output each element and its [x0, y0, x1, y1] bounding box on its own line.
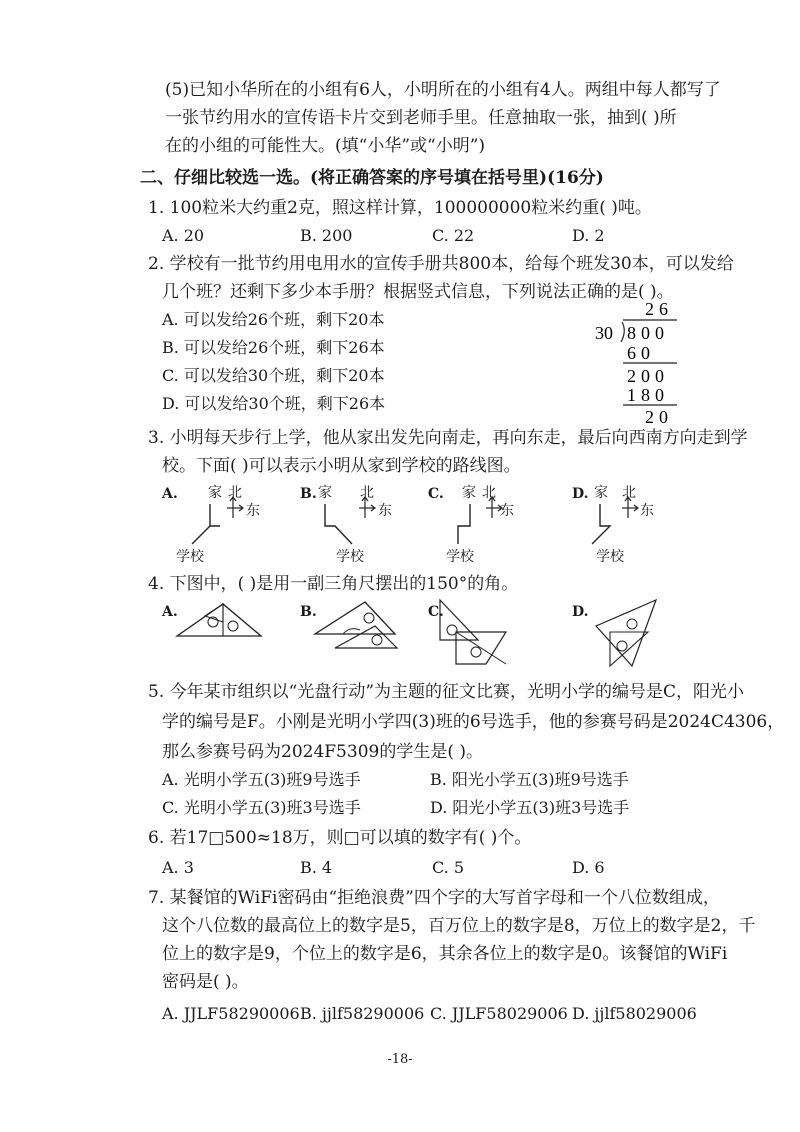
map-b-school: 学校 — [336, 549, 364, 565]
division-divisor: 30 — [595, 323, 613, 343]
q1-stem: 1. 100粒米大约重2克，照这样计算，100000000粒米约重( )吨。 — [148, 198, 652, 218]
map-b-letter: B. — [300, 486, 317, 502]
map-c-east: 东 — [500, 503, 514, 519]
triangle-set-b-figure — [305, 596, 405, 652]
map-d-letter: D. — [572, 486, 589, 502]
map-d-east: 东 — [640, 503, 654, 519]
q5-option-d[interactable]: D. 阳光小学五(3)班3号选手 — [430, 798, 630, 817]
map-b-route — [300, 492, 400, 562]
q7-stem-line2: 这个八位数的最高位上的数字是5，百万位上的数字是8，万位上的数字是2，千 — [162, 916, 756, 936]
q2-option-c[interactable]: C. 可以发给30个班，剩下20本 — [162, 366, 385, 385]
map-a-east: 东 — [246, 503, 260, 519]
q2-stem-line2: 几个班？还剩下多少本手册？根据竖式信息，下列说法正确的是( )。 — [162, 282, 674, 302]
map-c-north: 北 — [482, 485, 496, 501]
long-division-figure — [595, 298, 705, 428]
q3-stem-line2: 校。下面( )可以表示小明从家到学校的路线图。 — [162, 456, 521, 476]
q1-option-a[interactable]: A. 20 — [162, 226, 205, 245]
triangle-set-a-figure — [175, 596, 265, 640]
q5-prev-line2: 一张节约用水的宣传语卡片交到老师手里。任意抽取一张，抽到( )所 — [165, 108, 677, 128]
q5-stem-line3: 那么参赛号码为2024F5309的学生是( )。 — [162, 742, 483, 762]
map-a-home: 家 — [208, 485, 222, 501]
map-a-school: 学校 — [176, 549, 204, 565]
map-c-letter: C. — [428, 486, 444, 502]
map-c-route — [430, 492, 530, 562]
q5-prev-line3: 在的小组的可能性大。(填“小华”或“小明”) — [165, 136, 486, 156]
division-remainder: 20 — [645, 407, 673, 427]
map-d-school: 学校 — [596, 549, 624, 565]
division-dividend: 800 — [627, 323, 669, 343]
q5-stem-line1: 5. 今年某市组织以“光盘行动”为主题的征文比赛，光明小学的编号是C，阳光小 — [148, 682, 745, 702]
map-a-letter: A. — [162, 486, 178, 502]
page-number: -18- — [387, 1052, 413, 1067]
q3-stem-line1: 3. 小明每天步行上学，他从家出发先向南走，再向东走，最后向西南方向走到学 — [148, 428, 748, 448]
q7-option-b[interactable]: B. jjlf58290006 — [300, 1004, 425, 1023]
q1-option-d[interactable]: D. 2 — [572, 226, 605, 245]
q5-option-b[interactable]: B. 阳光小学五(3)班9号选手 — [430, 770, 629, 789]
map-b-north: 北 — [360, 485, 374, 501]
division-step2: 200 — [627, 366, 669, 386]
q7-option-a[interactable]: A. JJLF58290006 — [162, 1004, 300, 1023]
q5-option-c[interactable]: C. 光明小学五(3)班3号选手 — [162, 798, 361, 817]
map-d-north: 北 — [622, 485, 636, 501]
q4-b-letter: B. — [300, 604, 317, 620]
triangle-set-c-figure — [438, 596, 528, 668]
q5-stem-line2: 学的编号是F。小刚是光明小学四(3)班的6号选手，他的参赛号码是2024C4306， — [162, 712, 785, 732]
q6-option-d[interactable]: D. 6 — [572, 858, 605, 877]
map-a-route — [170, 492, 270, 562]
q7-option-d[interactable]: D. jjlf58029006 — [572, 1004, 697, 1023]
division-quotient: 26 — [645, 299, 673, 319]
q4-c-letter: C. — [428, 604, 444, 620]
division-step3: 180 — [627, 385, 669, 405]
q1-option-c[interactable]: C. 22 — [432, 226, 475, 245]
q2-option-a[interactable]: A. 可以发给26个班，剩下20本 — [162, 310, 385, 329]
q5-option-a[interactable]: A. 光明小学五(3)班9号选手 — [162, 770, 361, 789]
map-c-school: 学校 — [446, 549, 474, 565]
q2-option-b[interactable]: B. 可以发给26个班，剩下26本 — [162, 338, 385, 357]
q7-stem-line3: 位上的数字是9，个位上的数字是6，其余各位上的数字是0。该餐馆的WiFi — [162, 944, 728, 964]
q6-option-b[interactable]: B. 4 — [300, 858, 333, 877]
map-d-home: 家 — [594, 485, 608, 501]
q5-prev-line1: (5)已知小华所在的小组有6人，小明所在的小组有4人。两组中每人都写了 — [165, 80, 721, 100]
q1-option-b[interactable]: B. 200 — [300, 226, 353, 245]
map-b-east: 东 — [378, 503, 392, 519]
map-d-route — [570, 492, 670, 562]
q4-a-letter: A. — [162, 604, 178, 620]
map-c-home: 家 — [462, 485, 476, 501]
q6-option-a[interactable]: A. 3 — [162, 858, 194, 877]
section-title: 二、仔细比较选一选。(将正确答案的序号填在括号里)(16分) — [140, 168, 604, 188]
map-b-home: 家 — [318, 485, 332, 501]
q4-stem: 4. 下图中，( )是用一副三角尺摆出的150°的角。 — [148, 574, 519, 594]
q4-d-letter: D. — [572, 604, 589, 620]
q7-option-c[interactable]: C. JJLF58029006 — [430, 1004, 568, 1023]
q7-stem-line4: 密码是( )。 — [162, 972, 249, 992]
q2-stem-line1: 2. 学校有一批节约用电用水的宣传手册共800本，给每个班发30本，可以发给 — [148, 254, 734, 274]
q2-option-d[interactable]: D. 可以发给30个班，剩下26本 — [162, 394, 386, 413]
q6-stem: 6. 若17□500≈18万，则□可以填的数字有( )个。 — [148, 828, 532, 848]
map-a-north: 北 — [228, 485, 242, 501]
q7-stem-line1: 7. 某餐馆的WiFi密码由“拒绝浪费”四个字的大写首字母和一个八位数组成， — [148, 888, 720, 908]
q6-option-c[interactable]: C. 5 — [432, 858, 465, 877]
triangle-set-d-figure — [592, 596, 662, 668]
division-step1: 60 — [627, 343, 655, 363]
